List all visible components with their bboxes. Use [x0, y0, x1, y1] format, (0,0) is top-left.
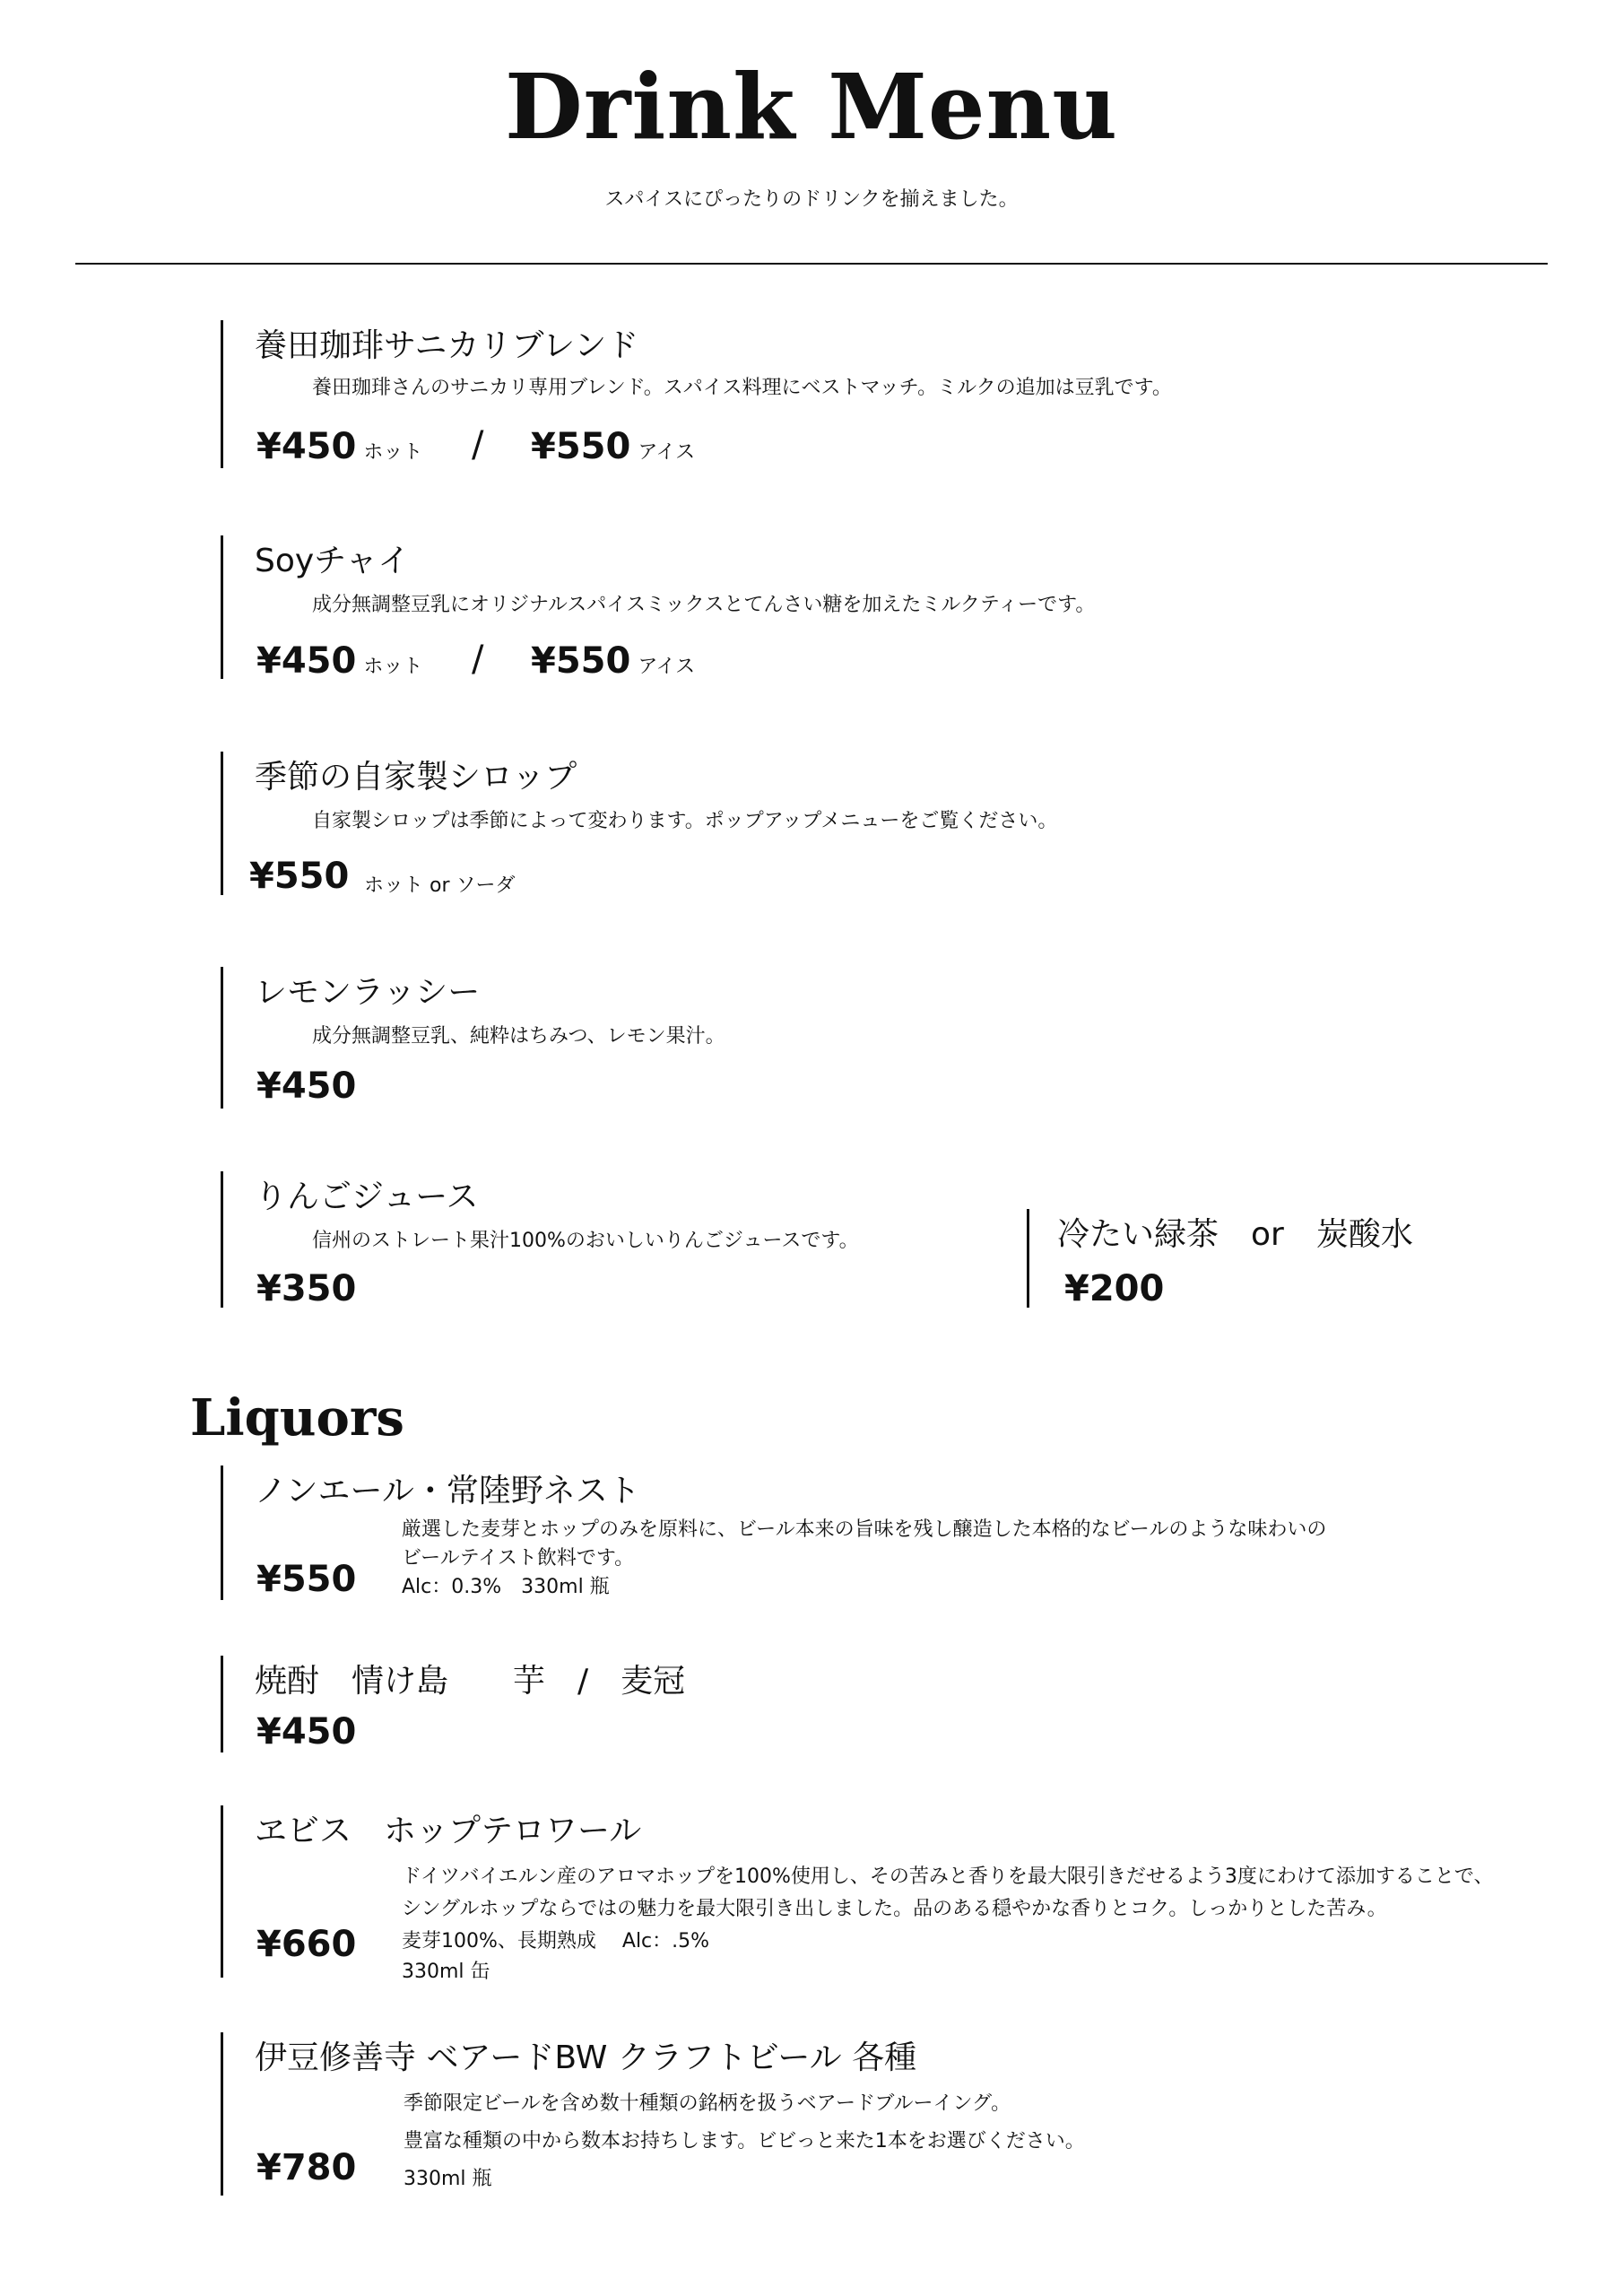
item-name: 伊豆修善寺 ベアードBW クラフトビール 各種: [255, 2039, 917, 2076]
item-accent-bar: [221, 1171, 223, 1308]
item-name: ノンエール・常陸野ネスト: [255, 1473, 640, 1509]
price-separator: /: [472, 639, 484, 680]
item-name: 冷たい緑茶 or 炭酸水: [1057, 1216, 1413, 1253]
item-description-line: Alc：0.3% 330ml 瓶: [402, 1576, 610, 1598]
item-price: ¥550: [256, 1559, 357, 1600]
item-price-hot: [256, 640, 422, 682]
price-value: ¥450: [256, 426, 357, 467]
page-subtitle: スパイスにぴったりのドリンクを揃えました。: [604, 188, 1019, 211]
price-value: ¥550: [531, 426, 631, 467]
item-name: ヱビス ホップテロワール: [255, 1813, 642, 1849]
page-title: Drink Menu: [505, 54, 1118, 160]
item-price: ¥780: [256, 2147, 357, 2188]
item-description-line: 季節限定ビールを含め数十種類の銘柄を扱うベアードブルーイング。: [404, 2092, 1011, 2115]
item-description-line: 麦芽100%、長期熟成 Alc：.5%: [402, 1930, 710, 1952]
item-accent-bar: [221, 1805, 223, 1978]
item-price: ¥550: [249, 856, 350, 897]
price-unit: アイス: [638, 656, 696, 678]
item-accent-bar: [1027, 1209, 1029, 1308]
item-name: 季節の自家製シロップ: [255, 759, 577, 796]
item-price-ice: [531, 426, 695, 467]
item-description-line: ビールテイスト飲料です。: [402, 1547, 635, 1570]
item-description-line: シングルホップならではの魅力を最大限引き出しました。品のある穏やかな香りとコク。しっかりとした苦み。: [402, 1898, 1387, 1920]
item-price-ice: [531, 640, 695, 682]
item-price: ¥450: [256, 1711, 357, 1752]
item-description: 信州のストレート果汁100%のおいしいりんごジュースです。: [312, 1230, 859, 1252]
item-description-line: 330ml 瓶: [404, 2168, 492, 2190]
price-unit: アイス: [638, 441, 696, 464]
item-name: レモンラッシー: [255, 974, 481, 1011]
item-price: ¥350: [256, 1268, 357, 1309]
price-unit: ホット: [363, 656, 423, 678]
price-separator: /: [472, 424, 484, 465]
item-description-line: 厳選した麦芽とホップのみを原料に、ビール本来の旨味を残し醸造した本格的なビールのような味わいの: [402, 1518, 1327, 1541]
price-unit: ホット: [363, 441, 423, 464]
section-heading-liquors: Liquors: [190, 1388, 404, 1448]
item-accent-bar: [221, 1656, 223, 1752]
item-accent-bar: [221, 1465, 223, 1600]
item-description: 養田珈琲さんのサニカリ専用ブレンド。スパイス料理にベストマッチ。ミルクの追加は豆乳です。: [312, 377, 1172, 399]
item-name: 焼酎 情け島 芋 / 麦冠: [255, 1663, 686, 1700]
price-value: ¥550: [531, 640, 631, 682]
item-name: りんごジュース: [255, 1178, 479, 1215]
item-price: ¥450: [256, 1065, 357, 1107]
item-accent-bar: [221, 535, 223, 679]
item-price: ¥660: [256, 1924, 357, 1965]
item-price-hot: [256, 426, 422, 467]
item-option-note: ホット or ソーダ: [364, 874, 516, 897]
header-divider: [75, 263, 1548, 265]
item-description-line: 豊富な種類の中から数本お持ちします。ビビっと来た1本をお選びください。: [404, 2130, 1085, 2152]
item-accent-bar: [221, 967, 223, 1109]
item-description-line: 330ml 缶: [402, 1961, 490, 1983]
item-description: 成分無調整豆乳にオリジナルスパイスミックスとてんさい糖を加えたミルクティーです。: [312, 594, 1096, 616]
item-description: 自家製シロップは季節によって変わります。ポップアップメニューをご覧ください。: [312, 810, 1058, 832]
item-name: 養田珈琲サニカリブレンド: [255, 327, 639, 364]
item-price: ¥200: [1064, 1268, 1165, 1309]
item-description: 成分無調整豆乳、純粋はちみつ、レモン果汁。: [312, 1025, 725, 1048]
item-accent-bar: [221, 2032, 223, 2196]
item-description-line: ドイツバイエルン産のアロマホップを100%使用し、その苦みと香りを最大限引きだせるよう3度にわけて添加することで、: [402, 1866, 1494, 1888]
item-name: Soyチャイ: [255, 543, 411, 579]
item-accent-bar: [221, 320, 223, 468]
item-accent-bar: [221, 752, 223, 895]
price-value: ¥450: [256, 640, 357, 682]
